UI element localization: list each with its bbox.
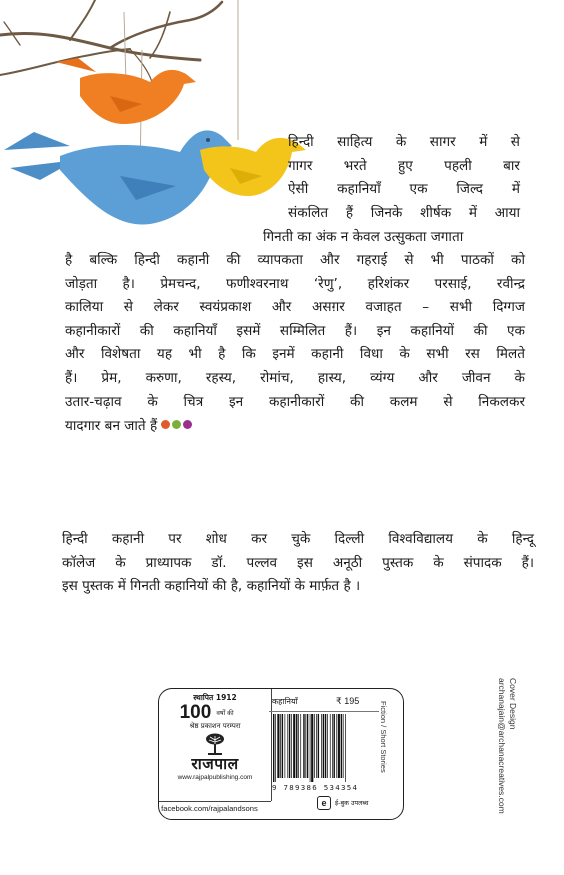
editor-paragraph — [62, 528, 534, 599]
barcode-bar — [314, 714, 315, 778]
editor-line: कॉलेज के प्राध्यापक डॉ. पल्लव इस अनूठी पुस्तक के संपादक हैं। — [62, 554, 534, 571]
blue-bird — [4, 130, 232, 224]
blurb-line: उतार-चढ़ाव के चित्र इन कहानीकारों की कलम से निकलकर — [65, 393, 525, 410]
colored-dots-ornament — [161, 414, 194, 438]
publisher-established: स्थापित 1912 — [193, 693, 237, 702]
blurb-line: जोड़ता है। प्रेमचन्द, फणीश्वरनाथ ‘रेणु’, हरिशंकर परसाई, रवीन्द्र — [65, 275, 525, 292]
blurb-paragraph — [65, 249, 525, 439]
barcode-bar — [341, 714, 342, 778]
barcode-bar — [282, 714, 283, 778]
blurb-line: यादगार बन जाते हैं — [65, 417, 158, 434]
publisher-facebook — [159, 801, 271, 816]
blurb-line: गागर भरते हुए पहली बार — [288, 157, 520, 174]
blurb-line: हैं। प्रेम, करुणा, रहस्य, रोमांच, हास्य, व्यंग्य और जीवन के — [65, 369, 525, 386]
cover-design-label: Cover Design — [508, 678, 518, 730]
blurb-line: संकलित हैं जिनके शीर्षक में आया — [288, 204, 520, 221]
genre-label: Fiction / Short Stories — [379, 701, 388, 773]
publisher-tradition: श्रेष्ठ प्रकाशन परम्परा — [189, 722, 241, 730]
barcode-header-rule — [269, 711, 379, 712]
barcode-bar — [310, 714, 311, 782]
barcode-bar — [323, 714, 324, 778]
dot-purple — [183, 420, 192, 429]
barcode-bar — [343, 714, 344, 778]
blurb-line: कहानीकारों की कहानियाँ इसमें सम्मिलित हैं। इन कहानियों की एक — [65, 322, 525, 339]
barcode-bar — [275, 714, 276, 782]
isbn-number: 9 789386 534354 — [272, 783, 359, 792]
barcode-bar — [298, 714, 299, 778]
dot-orange — [161, 420, 170, 429]
publisher-website: www.rajpalpublishing.com — [177, 774, 253, 781]
publisher-block — [165, 693, 265, 815]
blurb-line: ऐसी कहानियाँ एक जिल्द में — [288, 181, 520, 198]
barcode-bar — [291, 714, 292, 778]
tree-branches — [0, 0, 222, 82]
blurb-line: गिनती का अंक न केवल उत्सुकता जगाता — [263, 229, 464, 245]
blurb-intro-lines — [288, 131, 520, 225]
publisher-name: राजपाल — [191, 755, 239, 773]
editor-line: इस पुस्तक में गिनती कहानियों की है, कहानियों के मार्फ़त है । — [62, 578, 361, 595]
barcode-bar — [296, 714, 297, 778]
blurb-last-line — [65, 414, 525, 438]
barcode-bar — [300, 714, 301, 778]
blurb-line: कालिया से लेकर स्वयंप्रकाश और असग़र वजाहत – सभी दिग्गज — [65, 299, 525, 316]
barcode-bar — [273, 714, 274, 782]
publisher-years-text: वर्षों की — [216, 710, 234, 717]
blurb-line: है बल्कि हिन्दी कहानी की व्यापकता और गहराई से भी पाठकों को — [65, 252, 525, 268]
publisher-barcode-panel — [158, 688, 404, 820]
barcode-bar — [277, 714, 279, 778]
barcode-bar — [318, 714, 319, 778]
barcode-bar — [316, 714, 317, 778]
barcode-bar — [325, 714, 326, 778]
barcode-bar — [285, 714, 286, 778]
barcode-bar — [327, 714, 328, 778]
barcode-bar — [305, 714, 306, 778]
barcode-bar — [345, 714, 346, 782]
publisher-hundred: 100 — [179, 702, 212, 723]
barcode-bar — [321, 714, 322, 778]
isbn-barcode — [271, 714, 371, 782]
ebook-available-label: ई-बुक उपलब्ध — [335, 799, 369, 807]
barcode-bar — [280, 714, 281, 778]
dot-green — [172, 420, 181, 429]
barcode-bar — [307, 714, 308, 778]
barcode-bar — [330, 714, 331, 778]
publisher-tree-logo-icon — [202, 733, 228, 755]
book-category: कहानियाँ — [272, 697, 298, 706]
barcode-bar — [338, 714, 340, 778]
barcode-bar — [287, 714, 288, 778]
blurb-line: और विशेषता यह भी है कि इनमें कहानी विधा के सभी रस मिलते — [65, 346, 525, 363]
barcode-bar — [333, 714, 334, 778]
publisher-facebook-text: facebook.com/rajpalandsons — [161, 804, 258, 813]
cover-design-credit — [492, 678, 520, 828]
blurb-line: हिन्दी साहित्य के सागर में से — [288, 134, 520, 150]
blurb-transition-line — [263, 226, 520, 250]
barcode-bar — [289, 714, 290, 778]
barcode-bar — [293, 714, 295, 778]
barcode-bar — [332, 714, 333, 778]
book-price: ₹ 195 — [336, 696, 360, 706]
cover-design-email: archanajain@archanacreatives.com — [497, 678, 507, 814]
barcode-bar — [311, 714, 313, 782]
barcode-bar — [303, 714, 304, 778]
barcode-bar — [336, 714, 337, 778]
editor-line: हिन्दी कहानी पर शोध कर चुके दिल्ली विश्वविद्यालय के हिन्दू — [62, 531, 534, 547]
ebook-icon: e — [317, 796, 331, 810]
